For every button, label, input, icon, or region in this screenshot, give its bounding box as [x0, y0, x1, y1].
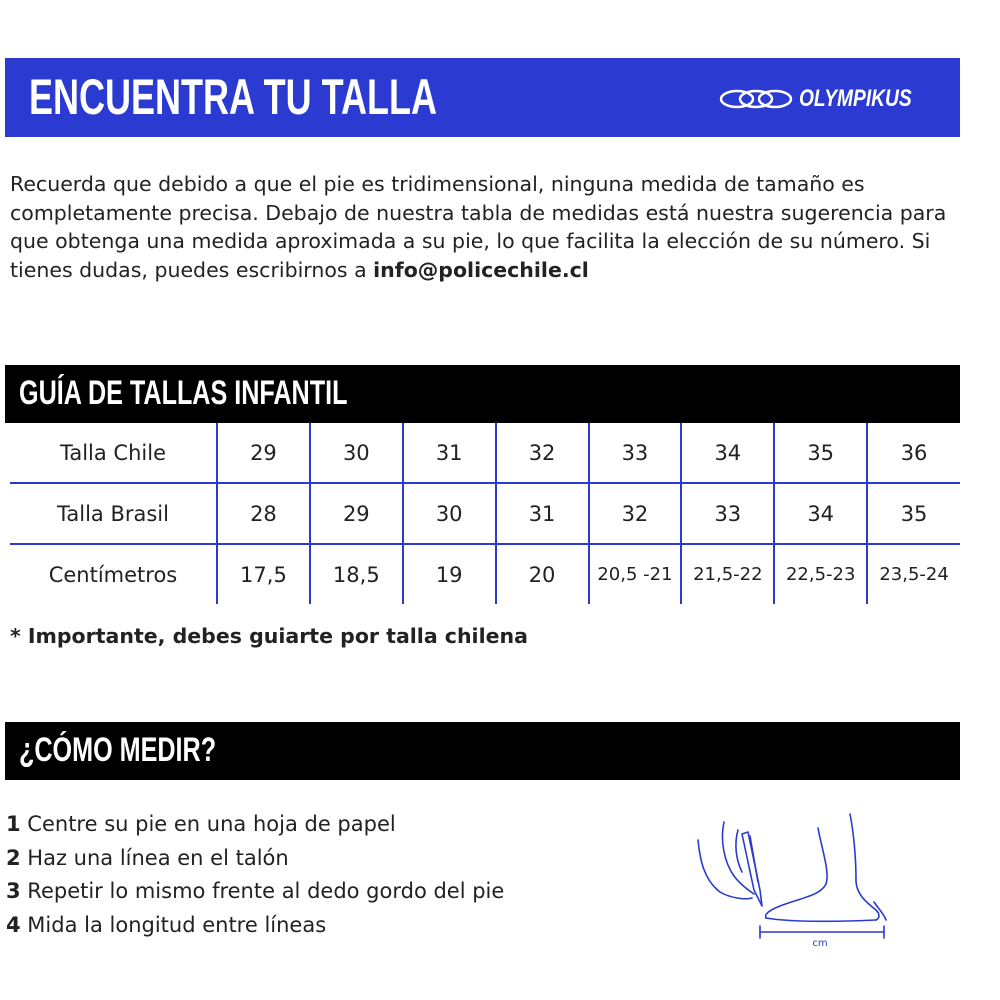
- size-cell: 20,5 -21: [589, 544, 682, 604]
- how-to-header: [5, 722, 960, 780]
- size-cell: 36: [867, 423, 960, 483]
- table-row: [10, 423, 960, 483]
- how-to-title: ¿CÓMO MEDIR?: [19, 731, 217, 769]
- table-row: [10, 544, 960, 604]
- step-number: 4: [6, 912, 21, 937]
- step-text: Centre su pie en una hoja de papel: [20, 812, 396, 836]
- size-cell: 21,5-22: [681, 544, 774, 604]
- size-cell: 22,5-23: [774, 544, 867, 604]
- size-guide-title: GUÍA DE TALLAS INFANTIL: [19, 374, 348, 412]
- row-label: Talla Chile: [10, 423, 217, 483]
- size-cell: 34: [681, 423, 774, 483]
- size-cell: 35: [774, 423, 867, 483]
- row-label: Talla Brasil: [10, 483, 217, 544]
- page-title: ENCUENTRA TU TALLA: [29, 69, 437, 125]
- step-number: 1: [6, 812, 21, 836]
- size-cell: 31: [496, 483, 589, 544]
- brand-name: OLYMPIKUS: [799, 85, 912, 112]
- foot-measure-icon: [690, 810, 900, 950]
- intro-text: Recuerda que debido a que el pie es tridimensional, ninguna medida de tamaño es completamente precisa. Debajo de nuestra tabla de medidas está nuestra sugerencia para que obtenga una medida aproximada a su pie, lo que facilita la elección de su número. Si tienes dudas, puedes escribirnos a: [10, 172, 947, 282]
- step-text: Mida la longitud entre líneas: [20, 912, 327, 937]
- size-cell: 32: [496, 423, 589, 483]
- size-cell: 18,5: [310, 544, 403, 604]
- step-text: Haz una línea en el talón: [20, 845, 289, 870]
- size-cell: 23,5-24: [867, 544, 960, 604]
- size-cell: 30: [310, 423, 403, 483]
- row-label: Centímetros: [48, 562, 178, 587]
- size-cell: 29: [217, 423, 310, 483]
- size-cell: 33: [589, 423, 682, 483]
- list-item: [6, 909, 504, 943]
- header-banner: [5, 58, 960, 137]
- contact-email[interactable]: info@policechile.cl: [373, 257, 589, 282]
- size-cell: 17,5: [217, 544, 310, 604]
- list-item: [6, 842, 504, 876]
- brand-logo: [719, 84, 940, 114]
- step-number: 3: [6, 879, 21, 903]
- step-number: 2: [6, 845, 21, 870]
- size-cell: 32: [589, 483, 682, 544]
- size-cell: 31: [403, 423, 496, 483]
- size-note: * Importante, debes guiarte por talla chilena: [10, 624, 528, 648]
- list-item: [6, 875, 504, 909]
- step-text: Repetir lo mismo frente al dedo gordo del pie: [20, 879, 505, 903]
- size-cell: 33: [681, 483, 774, 544]
- size-cell: 30: [403, 483, 496, 544]
- size-table: [10, 423, 960, 604]
- size-guide-header: [5, 365, 960, 423]
- steps-list: [6, 808, 504, 942]
- size-cell: 20: [496, 544, 589, 604]
- size-cell: 35: [867, 483, 960, 544]
- table-row: [10, 483, 960, 544]
- size-cell: 19: [403, 544, 496, 604]
- unit-label: cm: [812, 938, 828, 949]
- size-cell: 29: [310, 483, 403, 544]
- list-item: [6, 808, 504, 842]
- intro-paragraph: [10, 170, 970, 284]
- interlocking-rings-icon: [719, 87, 793, 111]
- size-cell: 34: [774, 483, 867, 544]
- size-cell: 28: [217, 483, 310, 544]
